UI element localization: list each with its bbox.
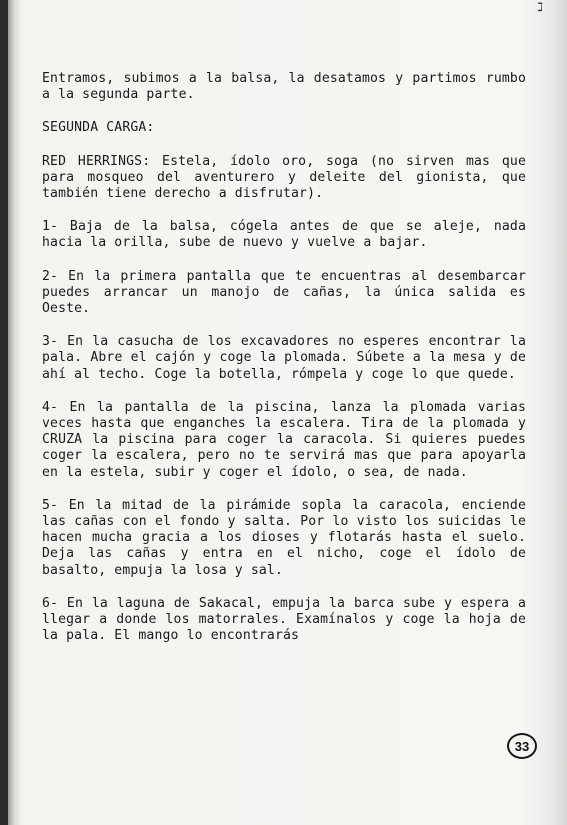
book-spine (0, 0, 8, 825)
paragraph-step-3: 3- En la casucha de los excavadores no esperes encontrar la pala. Abre el cajón y coge la plomada. Súbete a la mesa y de ahí al techo. Coge la botella, rómpela y coge lo que quede. (42, 334, 526, 382)
section-heading: SEGUNDA CARGA: (42, 120, 155, 136)
paragraph-step-4: 4- En la pantalla de la piscina, lanza la plomada varias veces hasta que enganches la escalera. Tira de la plomada y CRUZA la piscina para coger la caracola. Si quieres puedes coger la escalera, pero no te servirá mas que para apoyarla en la estela, subir y coger el ídolo, o sea, de nada. (42, 399, 526, 480)
paragraph-step-6: 6- En la laguna de Sakacal, empuja la barca sube y espera a llegar a donde los matorrales. Examínalos y coge la hoja de la pala. El mango lo encontrarás (42, 595, 526, 644)
page-text (42, 71, 526, 644)
paragraph-step-5: 5- En la mitad de la pirámide sopla la caracola, enciende las cañas con el fondo y salta. Por lo visto los suicidas le hacen mucha gracia a los dioses y flotarás hasta el suelo. Deja las cañas y entra en el nicho, coge el ídolo de basalto, empuja la losa y sal. (42, 497, 526, 578)
paragraph-red-herrings: RED HERRINGS: Estela, ídolo oro, soga (no sirven mas que para mosqueo del aventurero y deleite del gionista, que también tiene derecho a disfrutar). (42, 153, 526, 202)
paragraph-step-1: 1- Baja de la balsa, cógela antes de que se aleje, nada hacia la orilla, sube de nuevo y vuelve a bajar. (42, 219, 526, 251)
paragraph-intro: Entramos, subimos a la balsa, la desatamos y partimos rumbo a la segunda parte. (42, 71, 526, 103)
edge-mark: ℷ (537, 0, 543, 14)
paragraph-step-2: 2- En la primera pantalla que te encuentras al desembarcar puedes arrancar un manojo de cañas, la única salida es Oeste. (42, 268, 526, 317)
page-number-badge: 33 (507, 733, 537, 759)
